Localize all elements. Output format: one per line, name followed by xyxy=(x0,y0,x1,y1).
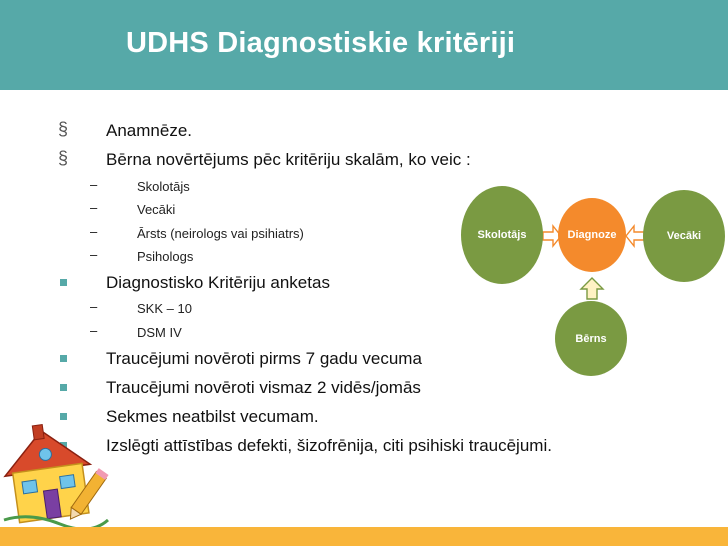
bullet-text: Traucējumi novēroti pirms 7 gadu vecuma xyxy=(106,349,422,368)
bullet-text: Diagnostisko Kritēriju anketas xyxy=(106,273,330,292)
bullet-text: Vecāki xyxy=(137,202,176,217)
node-label: Bērns xyxy=(575,332,607,345)
node-label: Skolotājs xyxy=(477,229,527,241)
bullet-text: DSM IV xyxy=(137,325,182,340)
bullet-marker: § xyxy=(58,119,69,139)
slide-title: UDHS Diagnostiskie kritēriji xyxy=(126,27,516,59)
bullet-text: Ārsts (neirologs vai psihiatrs) xyxy=(137,226,304,241)
bullet-text: Izslēgti attīstības defekti, šizofrēnija, citi psihiski traucējumi. xyxy=(106,436,552,455)
arrow-up-icon xyxy=(581,278,603,299)
footer-bar xyxy=(0,527,728,546)
bullet-marker: – xyxy=(90,177,98,192)
skolotajs-node xyxy=(461,186,543,284)
bullet-text: Sekmes neatbilst vecumam. xyxy=(106,407,319,426)
bullet-marker: – xyxy=(90,323,98,338)
vecaki-node xyxy=(643,190,725,282)
bullet-marker: – xyxy=(90,299,98,314)
school-house-icon xyxy=(0,420,110,532)
diagnoze-node xyxy=(558,198,626,272)
arrow-left-icon xyxy=(626,226,644,246)
bullet-marker: – xyxy=(90,247,98,262)
bullet-marker: – xyxy=(90,224,98,239)
bullet-marker: § xyxy=(58,148,69,168)
bullet-text: Traucējumi novēroti vismaz 2 vidēs/jomās xyxy=(106,378,421,397)
berns-node xyxy=(555,301,627,376)
bullet-text: Anamnēze. xyxy=(106,121,192,140)
bullet-marker: – xyxy=(90,200,98,215)
node-label: Diagnoze xyxy=(567,229,617,241)
bullet-text: Skolotājs xyxy=(137,179,190,194)
bullet-text: Bērna novērtējums pēc kritēriju skalām, ko veic : xyxy=(106,150,471,169)
node-label: Vecāki xyxy=(666,230,702,242)
bullet-text: Psihologs xyxy=(137,249,194,264)
bullet-text: SKK – 10 xyxy=(137,301,192,316)
